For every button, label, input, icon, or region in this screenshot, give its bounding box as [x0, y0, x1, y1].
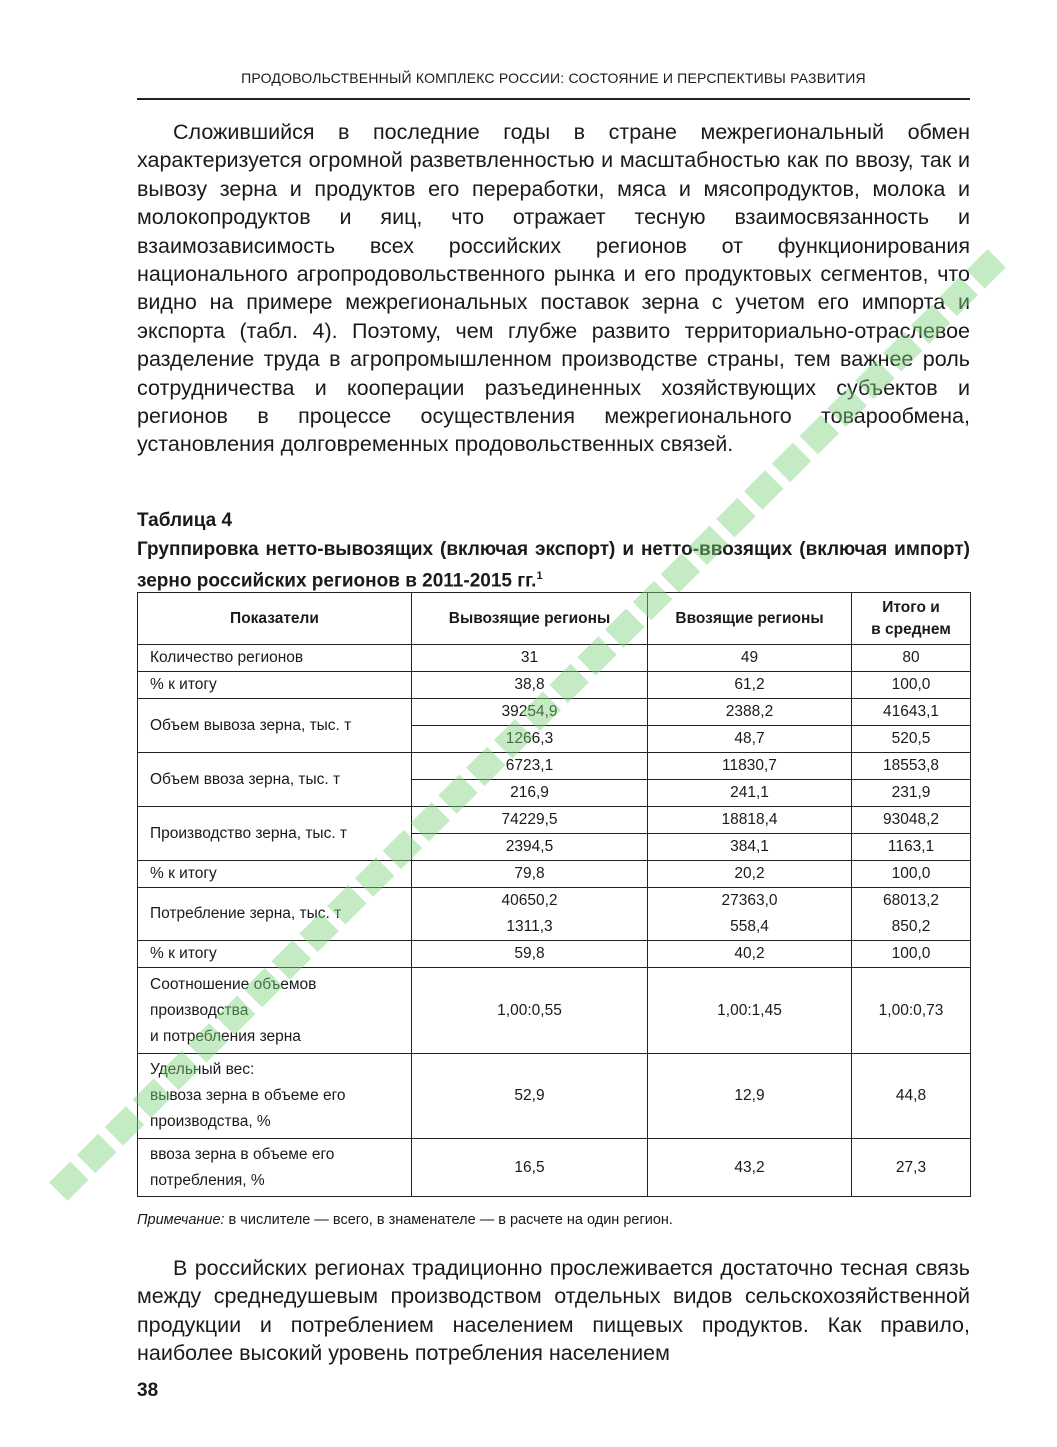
- cell-value-total: 68013,2: [882, 892, 940, 909]
- watermark-block: [744, 470, 783, 509]
- cell-exporting: 38,8: [412, 672, 648, 699]
- cell-importing: 1,00:1,45: [648, 968, 852, 1054]
- cell-value-per-region: 1311,3: [506, 918, 553, 935]
- cell-exporting: 59,8: [412, 941, 648, 968]
- cell-value-per-region: 558,4: [730, 918, 769, 935]
- row-label-line: и потребления зерна: [150, 1027, 301, 1045]
- cell-importing: [648, 807, 852, 861]
- cell-value-per-region: 241,1: [730, 784, 769, 801]
- table-row: [138, 807, 971, 861]
- table-row: [138, 968, 971, 1054]
- cell-value-per-region: 2394,5: [505, 838, 554, 855]
- cell-total: [852, 753, 971, 807]
- table-label: Таблица 4: [137, 510, 233, 531]
- cell-value-total: 6723,1: [412, 753, 647, 780]
- row-label: Потребление зерна, тыс. т: [138, 888, 412, 941]
- row-label: % к итогу: [138, 941, 412, 968]
- cell-exporting: [412, 699, 648, 753]
- row-label-line: ввоза зерна в объеме его: [150, 1145, 335, 1163]
- table-row: [138, 861, 971, 888]
- cell-value-total: 2388,2: [648, 699, 851, 726]
- cell-total: 80: [852, 645, 971, 672]
- row-label: Количество регионов: [138, 645, 412, 672]
- table-row: [138, 672, 971, 699]
- row-label: Объем ввоза зерна, тыс. т: [138, 753, 412, 807]
- cell-total: [852, 807, 971, 861]
- cell-total: [852, 699, 971, 753]
- page-number: 38: [137, 1380, 159, 1401]
- cell-value-per-region: 1163,1: [887, 838, 935, 855]
- row-label: [138, 1054, 412, 1139]
- cell-total: 100,0: [852, 941, 971, 968]
- row-label-line: вывоза зерна в объеме его: [150, 1087, 346, 1104]
- running-header: ПРОДОВОЛЬСТВЕННЫЙ КОМПЛЕКС РОССИИ: СОСТОЯНИЕ И ПЕРСПЕКТИВЫ РАЗВИТИЯ: [241, 70, 866, 86]
- table-note: [137, 1212, 673, 1228]
- watermark-block: [49, 1161, 88, 1200]
- cell-total: [852, 888, 971, 941]
- cell-value-per-region: 1266,3: [505, 730, 554, 747]
- row-label-line: Удельный вес:: [150, 1061, 255, 1078]
- cell-value-total: 18553,8: [852, 753, 970, 780]
- watermark-block: [716, 498, 755, 537]
- cell-total: 27,3: [852, 1139, 971, 1197]
- cell-value-per-region: 231,9: [891, 784, 931, 801]
- cell-value-per-region: 48,7: [734, 730, 765, 747]
- cell-exporting: 16,5: [412, 1139, 648, 1197]
- header-total-line2: в среднем: [871, 620, 951, 638]
- table-note-text: в числителе — всего, в знаменателе — в расчете на один регион.: [224, 1212, 673, 1228]
- cell-value-total: 41643,1: [852, 699, 970, 726]
- row-label: % к итогу: [138, 861, 412, 888]
- row-label: [138, 1139, 412, 1197]
- row-label: Объем вывоза зерна, тыс. т: [138, 699, 412, 753]
- watermark-block: [77, 1134, 116, 1173]
- header-importing: Ввозящие регионы: [648, 593, 852, 645]
- cell-total: 100,0: [852, 861, 971, 888]
- header-total-line1: Итого и: [882, 598, 940, 616]
- cell-importing: 43,2: [648, 1139, 852, 1197]
- table-caption-text: Группировка нетто-вывозящих (включая экспорт) и нетто-ввозящих (включая импорт) зерно российских регионов в 2011-2015 гг.: [137, 539, 970, 592]
- table-row: [138, 753, 971, 807]
- cell-total: 100,0: [852, 672, 971, 699]
- row-label-line: потребления, %: [150, 1171, 265, 1189]
- row-label: % к итогу: [138, 672, 412, 699]
- cell-exporting: [412, 807, 648, 861]
- cell-importing: [648, 699, 852, 753]
- cell-value-total: 93048,2: [852, 807, 970, 834]
- cell-total: 1,00:0,73: [852, 968, 971, 1054]
- cell-exporting: [412, 888, 648, 941]
- row-label-line: Соотношение объемов: [150, 975, 317, 993]
- header-total: [852, 593, 971, 645]
- cell-value-total: 11830,7: [648, 753, 851, 780]
- cell-total: 44,8: [852, 1054, 971, 1139]
- cell-importing: 12,9: [648, 1054, 852, 1139]
- cell-value-total: 74229,5: [412, 807, 647, 834]
- cell-exporting: 31: [412, 645, 648, 672]
- grain-regions-table: [137, 592, 971, 1197]
- footnote-mark: 1: [536, 570, 543, 582]
- row-label: [138, 968, 412, 1054]
- cell-importing: [648, 888, 852, 941]
- table-caption: [137, 537, 970, 594]
- table-row: [138, 1139, 971, 1197]
- cell-importing: 61,2: [648, 672, 852, 699]
- cell-importing: [648, 753, 852, 807]
- table-note-label: Примечание:: [137, 1212, 225, 1228]
- cell-importing: 49: [648, 645, 852, 672]
- table-row: [138, 941, 971, 968]
- table-row: [138, 1054, 971, 1139]
- paragraph-followup: В российских регионах традиционно прослеживается достаточно тесная связь между среднедушевым производством отдельных видов сельскохозяйственной продукции и потреблением населением пищевых продуктов. Как правило, наиболее высокий уровень потребления населением: [137, 1256, 970, 1366]
- cell-importing: 40,2: [648, 941, 852, 968]
- watermark-block: [966, 249, 1005, 288]
- cell-value-total: 40650,2: [501, 892, 558, 909]
- cell-value-total: 27363,0: [721, 892, 778, 909]
- table-row: [138, 645, 971, 672]
- row-label-line: производства, %: [150, 1113, 271, 1130]
- table-header-row: [138, 593, 971, 645]
- cell-value-total: 18818,4: [648, 807, 851, 834]
- table-row: [138, 888, 971, 941]
- cell-exporting: 1,00:0,55: [412, 968, 648, 1054]
- cell-exporting: [412, 753, 648, 807]
- header-indicator: Показатели: [138, 593, 412, 645]
- header-rule: [137, 98, 970, 100]
- cell-value-total: 39254,9: [412, 699, 647, 726]
- cell-exporting: 79,8: [412, 861, 648, 888]
- table-row: [138, 699, 971, 753]
- header-exporting: Вывозящие регионы: [412, 593, 648, 645]
- cell-value-per-region: 384,1: [730, 838, 769, 855]
- cell-importing: 20,2: [648, 861, 852, 888]
- row-label: Производство зерна, тыс. т: [138, 807, 412, 861]
- paragraph-intro: Сложившийся в последние годы в стране межрегиональный обмен характеризуется огромной разветвленностью и масштабностью как по ввозу, так и вывозу зерна и продуктов его переработки, мяса и мясопродуктов, молока и молокопродуктов и яиц, что отражает тесную взаимосвязанность и взаимозависимость всех российских регионов от функционирования национального агропродовольственного рынка и его продуктовых сегментов, что видно на примере межрегиональных поставок зерна с учетом его импорта и экспорта (табл. 4). Поэтому, чем глубже развито территориально-отраслевое разделение труда в агропромышленном производстве страны, тем важнее роль сотрудничества и кооперации разъединенных хозяйствующих субъектов и регионов в процессе осуществления межрегионального товарообмена, установления долговременных продовольственных связей.: [137, 120, 970, 457]
- cell-exporting: 52,9: [412, 1054, 648, 1139]
- cell-value-per-region: 850,2: [891, 918, 931, 935]
- cell-value-per-region: 520,5: [891, 730, 931, 747]
- row-label-line: производства: [150, 1001, 249, 1019]
- cell-value-per-region: 216,9: [510, 784, 549, 801]
